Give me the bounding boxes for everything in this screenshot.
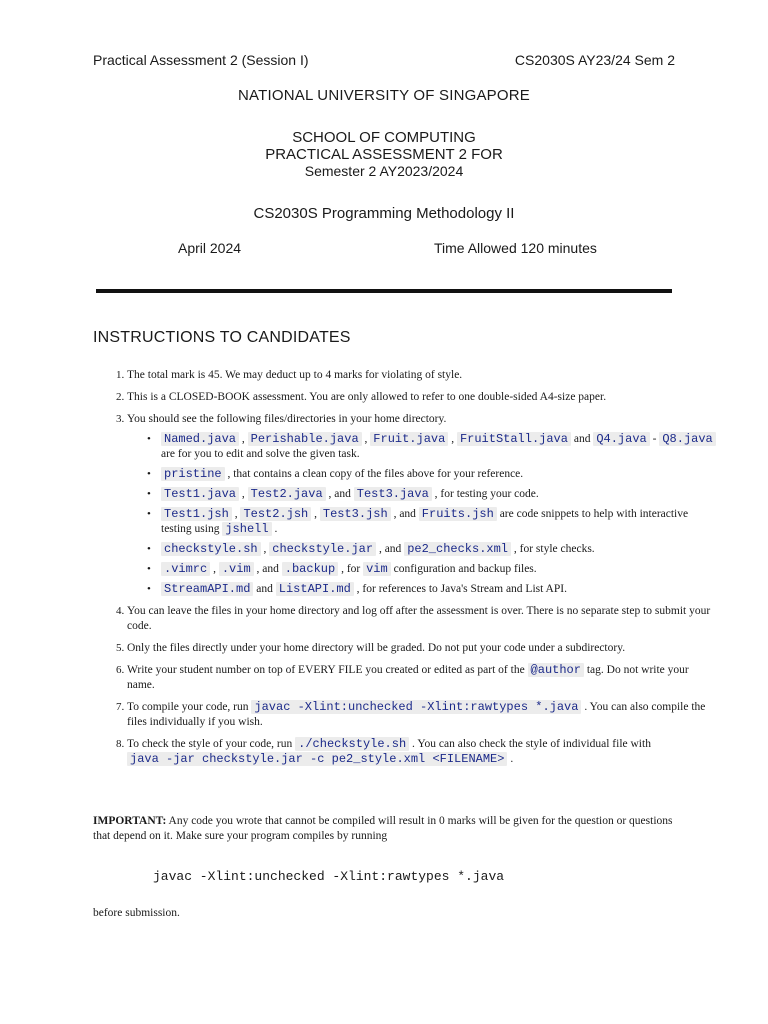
filename: StreamAPI.md <box>161 582 253 596</box>
instruction-text: To compile your code, run <box>127 701 252 713</box>
list-text: configuration and backup files. <box>390 563 537 575</box>
filename: .backup <box>282 562 338 576</box>
title-divider <box>96 289 672 293</box>
university-name: NATIONAL UNIVERSITY OF SINGAPORE <box>237 87 530 104</box>
checkstyle-file-command: java -jar checkstyle.jar -c pe2_style.xml <FILENAME> <box>127 752 507 766</box>
list-text: , and <box>390 508 419 520</box>
filename: checkstyle.sh <box>161 542 261 556</box>
instruction-text: Only the files directly under your home directory will be graded. Do not put your code under a subdirectory. <box>127 642 626 654</box>
list-text: , for style checks. <box>511 543 595 555</box>
instruction-text: . You can also compile the files individually if you wish. <box>127 701 706 728</box>
files-list-item-1 <box>161 432 717 462</box>
instruction-item-6 <box>127 663 717 693</box>
list-text: , and <box>253 563 282 575</box>
instruction-text: . You can also check the style of individual file with <box>409 738 651 750</box>
instruction-item-3 <box>127 412 717 597</box>
time-allowed: Time Allowed 120 minutes <box>434 240 597 256</box>
list-text: - <box>649 433 660 445</box>
filename: Test1.jsh <box>161 507 232 521</box>
instruction-item-4 <box>127 604 717 634</box>
assessment-title: PRACTICAL ASSESSMENT 2 FOR <box>265 146 503 163</box>
filename: Fruits.jsh <box>419 507 497 521</box>
filename: Named.java <box>161 432 239 446</box>
important-note <box>93 814 683 844</box>
list-text: , and <box>325 488 354 500</box>
important-text: Any code you wrote that cannot be compiled will result in 0 marks will be given for the question or questions that depend on it. Make sure your program compiles by running <box>93 815 673 842</box>
filename: Test3.jsh <box>320 507 391 521</box>
list-text: , <box>311 508 320 520</box>
list-text: , <box>210 563 219 575</box>
list-text: are for you to edit and solve the given task. <box>161 448 360 460</box>
filename: Perishable.java <box>248 432 362 446</box>
instruction-item-7 <box>127 700 717 730</box>
list-text: and <box>570 433 594 445</box>
instruction-item-5 <box>127 641 717 656</box>
files-list-item-5 <box>161 542 717 557</box>
important-label: IMPORTANT: <box>93 815 167 827</box>
filename: jshell <box>222 522 271 536</box>
filename: Test2.java <box>248 487 326 501</box>
files-list-item-6 <box>161 562 717 577</box>
checkstyle-command: ./checkstyle.sh <box>295 737 409 751</box>
author-tag: @author <box>528 663 584 677</box>
instructions-list <box>93 368 717 774</box>
filename: .vimrc <box>161 562 210 576</box>
list-text: , for references to Java's Stream and List API. <box>353 583 567 595</box>
list-text: , and <box>376 543 405 555</box>
instruction-text: Write your student number on top of EVERY FILE you created or edited as part of the <box>127 664 528 676</box>
instruction-text: You should see the following files/directories in your home directory. <box>127 413 447 425</box>
instructions-heading: INSTRUCTIONS TO CANDIDATES <box>93 329 351 346</box>
instruction-item-1 <box>127 368 717 383</box>
compile-command-block: javac -Xlint:unchecked -Xlint:rawtypes *.java <box>153 869 505 884</box>
list-text: , <box>239 433 248 445</box>
instruction-text: tag. Do not write your name. <box>127 664 689 691</box>
list-text: , for testing your code. <box>431 488 539 500</box>
instruction-text: The total mark is 45. We may deduct up to 4 marks for violating of style. <box>127 369 463 381</box>
list-text: , <box>260 543 270 555</box>
compile-command: javac -Xlint:unchecked -Xlint:rawtypes *.java <box>251 700 581 714</box>
filename: pe2_checks.xml <box>404 542 511 556</box>
course-title: CS2030S Programming Methodology II <box>253 205 515 222</box>
header-left: Practical Assessment 2 (Session I) <box>93 52 309 68</box>
instruction-item-2 <box>127 390 717 405</box>
filename: Test1.java <box>161 487 239 501</box>
instruction-text: . <box>507 753 514 765</box>
instruction-text: You can leave the files in your home directory and log off after the assessment is over. There is no separate step to submit your code. <box>127 605 711 632</box>
list-text: , <box>361 433 371 445</box>
list-text: , <box>448 433 457 445</box>
instruction-text: This is a CLOSED-BOOK assessment. You are only allowed to refer to one double-sided A4-size paper. <box>127 391 607 403</box>
filename: FruitStall.java <box>457 432 571 446</box>
header-right: CS2030S AY23/24 Sem 2 <box>514 52 675 68</box>
files-list-item-2 <box>161 467 717 482</box>
files-list-item-7 <box>161 582 717 597</box>
files-list <box>127 432 717 597</box>
files-list-item-4 <box>161 507 717 537</box>
list-text: and <box>253 583 276 595</box>
filename: Q8.java <box>659 432 715 446</box>
list-text: are code snippets to help with interactive testing using <box>161 508 689 535</box>
filename: Fruit.java <box>370 432 448 446</box>
exam-date: April 2024 <box>178 240 242 256</box>
list-text: , <box>239 488 248 500</box>
filename: checkstyle.jar <box>269 542 376 556</box>
list-text: , for <box>338 563 364 575</box>
filename: Test2.jsh <box>240 507 311 521</box>
list-text: , <box>231 508 241 520</box>
list-text: , that contains a clean copy of the files above for your reference. <box>224 468 524 480</box>
filename: Q4.java <box>593 432 649 446</box>
before-submission-text: before submission. <box>93 907 180 919</box>
semester-label: Semester 2 AY2023/2024 <box>304 163 464 179</box>
list-text: . <box>271 523 278 535</box>
instruction-text: To check the style of your code, run <box>127 738 296 750</box>
school-name: SCHOOL OF COMPUTING <box>292 129 476 146</box>
filename: vim <box>363 562 391 576</box>
filename: ListAPI.md <box>276 582 354 596</box>
filename: pristine <box>161 467 225 481</box>
instruction-item-8 <box>127 737 717 767</box>
files-list-item-3 <box>161 487 717 502</box>
filename: Test3.java <box>354 487 432 501</box>
filename: .vim <box>219 562 254 576</box>
